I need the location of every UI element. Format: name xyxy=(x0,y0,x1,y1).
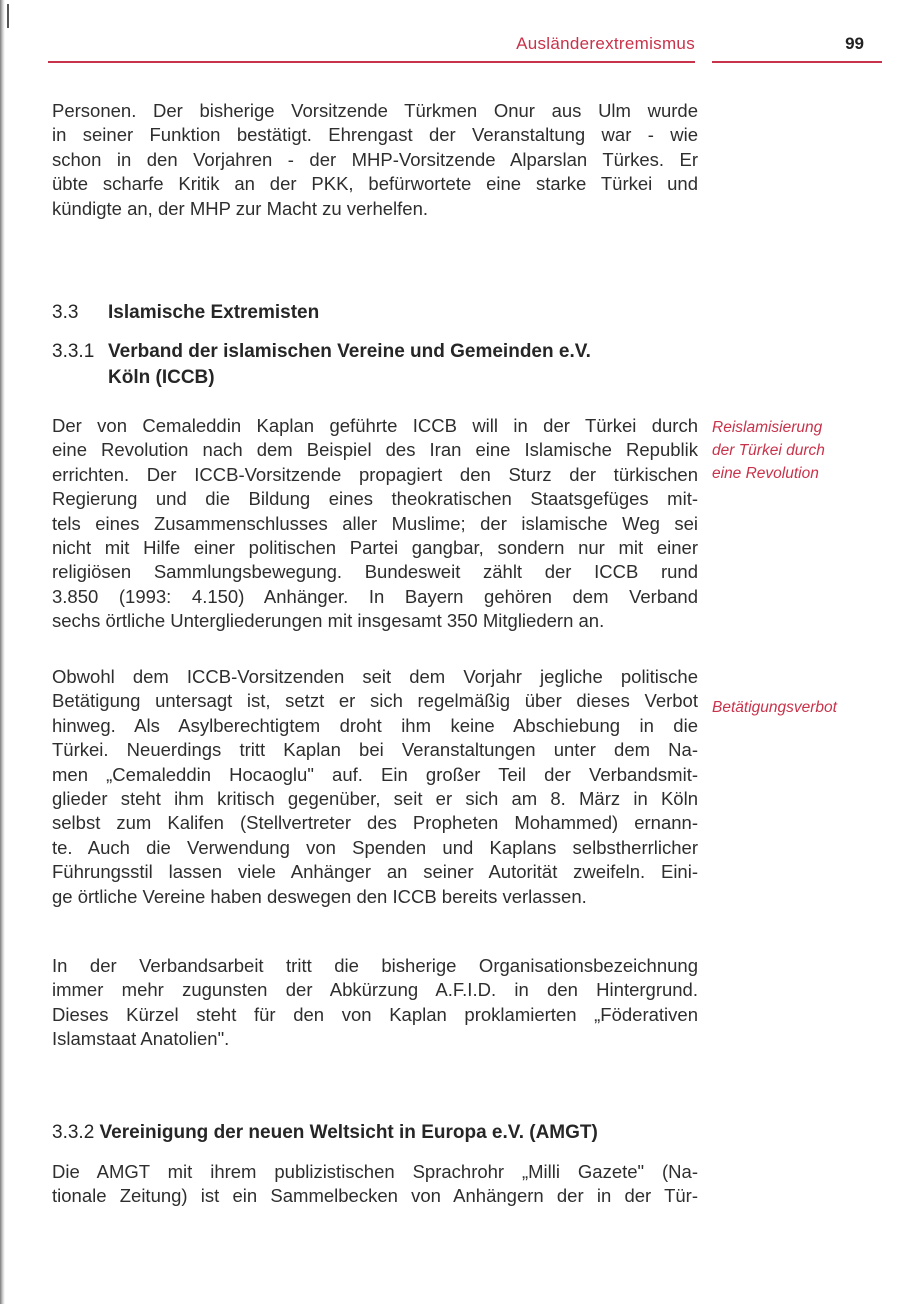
section-number: 3.3.2 xyxy=(52,1122,95,1143)
text-line: Islamstaat Anatolien". xyxy=(52,1028,230,1050)
margin-note-line: Reislamisierung xyxy=(712,419,823,436)
text-line: men „Cemaleddin Hocaoglu" auf. Ein großer Teil der Verbandsmit- xyxy=(52,763,698,785)
text-line: tels eines Zusammenschlusses aller Muslime; der islamische Weg sei xyxy=(52,512,698,534)
text-line: Obwohl dem ICCB-Vorsitzenden seit dem Vorjahr jegliche politische xyxy=(52,666,698,687)
text-line: Betätigung untersagt ist, setzt er sich regelmäßig über dieses Verbot xyxy=(52,690,698,712)
header-rule xyxy=(48,61,695,63)
paragraph-4 xyxy=(52,954,698,1052)
paragraph-2 xyxy=(52,414,698,634)
text-line: Führungsstil lassen viele Anhänger an seiner Autorität zweifeln. Eini- xyxy=(52,861,698,883)
text-line: eine Revolution nach dem Beispiel des Iran eine Islamische Republik xyxy=(52,439,698,461)
section-number: 3.3 xyxy=(52,302,79,323)
text-line: religiösen Sammlungsbewegung. Bundesweit zählt der ICCB rund xyxy=(52,561,698,583)
section-number: 3.3.1 xyxy=(52,341,95,362)
margin-note-line: Betätigungsverbot xyxy=(712,699,837,716)
margin-note-betaetigungsverbot xyxy=(712,696,837,719)
text-line: ge örtliche Vereine haben deswegen den ICCB bereits verlassen. xyxy=(52,885,587,907)
book-spine-shadow xyxy=(0,0,5,1304)
text-line: immer mehr zugunsten der Abkürzung A.F.I.D. in den Hintergrund. xyxy=(52,979,698,1001)
text-line: errichten. Der ICCB-Vorsitzende propagiert den Sturz der türkischen xyxy=(52,463,698,485)
text-line: in seiner Funktion bestätigt. Ehrengast der Veranstaltung war - wie xyxy=(52,124,698,146)
text-line: Regierung und die Bildung eines theokratischen Staatsgefüges mit- xyxy=(52,488,698,510)
section-heading-3-3 xyxy=(52,302,319,324)
text-line: 3.850 (1993: 4.150) Anhänger. In Bayern gehören dem Verband xyxy=(52,585,698,607)
paragraph-5 xyxy=(52,1160,698,1209)
text-line: kündigte an, der MHP zur Macht zu verhelfen. xyxy=(52,197,429,219)
text-line: nicht mit Hilfe einer politischen Partei gangbar, sondern nur mit einer xyxy=(52,537,698,559)
text-line: Der von Cemaleddin Kaplan geführte ICCB will in der Türkei durch xyxy=(52,415,698,436)
margin-note-line: der Türkei durch xyxy=(712,442,825,459)
section-title: Islamische Extremisten xyxy=(108,302,320,323)
paragraph-1 xyxy=(52,99,698,221)
section-title-continued: Köln (ICCB) xyxy=(108,367,215,388)
margin-note-reislamisierung xyxy=(712,416,825,485)
section-heading-3-3-2 xyxy=(52,1122,598,1144)
text-line: glieder steht ihm kritisch gegenüber, seit er sich am 8. März in Köln xyxy=(52,788,698,810)
section-title: Verband der islamischen Vereine und Gemeinden e.V. xyxy=(108,341,591,362)
text-line: übte scharfe Kritik an der PKK, befürwortete eine starke Türkei und xyxy=(52,173,698,195)
header-rule-margin xyxy=(712,61,882,63)
page-corner-mark xyxy=(7,4,9,28)
text-line: selbst zum Kalifen (Stellvertreter des Propheten Mohammed) ernann- xyxy=(52,812,698,834)
text-line: sechs örtliche Untergliederungen mit insgesamt 350 Mitgliedern an. xyxy=(52,610,605,632)
text-line: Personen. Der bisherige Vorsitzende Türkmen Onur aus Ulm wurde xyxy=(52,100,698,121)
text-line: Die AMGT mit ihrem publizistischen Sprachrohr „Milli Gazete" (Na- xyxy=(52,1161,698,1182)
text-line: Dieses Kürzel steht für den von Kaplan proklamierten „Föderativen xyxy=(52,1003,698,1025)
section-heading-3-3-1 xyxy=(52,341,591,389)
text-line: schon in den Vorjahren - der MHP-Vorsitzende Alparslan Türkes. Er xyxy=(52,148,698,170)
page-number: 99 xyxy=(845,34,864,53)
text-line: Türkei. Neuerdings tritt Kaplan bei Veranstaltungen unter dem Na- xyxy=(52,739,698,761)
text-line: te. Auch die Verwendung von Spenden und Kaplans selbstherrlicher xyxy=(52,836,698,858)
text-line: In der Verbandsarbeit tritt die bisherige Organisationsbezeichnung xyxy=(52,955,698,976)
paragraph-3 xyxy=(52,665,698,909)
section-title: Vereinigung der neuen Weltsicht in Europa e.V. (AMGT) xyxy=(99,1122,598,1143)
running-header-title: Ausländerextremismus xyxy=(516,34,695,53)
text-line: tionale Zeitung) ist ein Sammelbecken von Anhängern der in der Tür- xyxy=(52,1185,698,1207)
margin-note-line: eine Revolution xyxy=(712,465,819,482)
text-line: hinweg. Als Asylberechtigtem droht ihm keine Abschiebung in die xyxy=(52,714,698,736)
